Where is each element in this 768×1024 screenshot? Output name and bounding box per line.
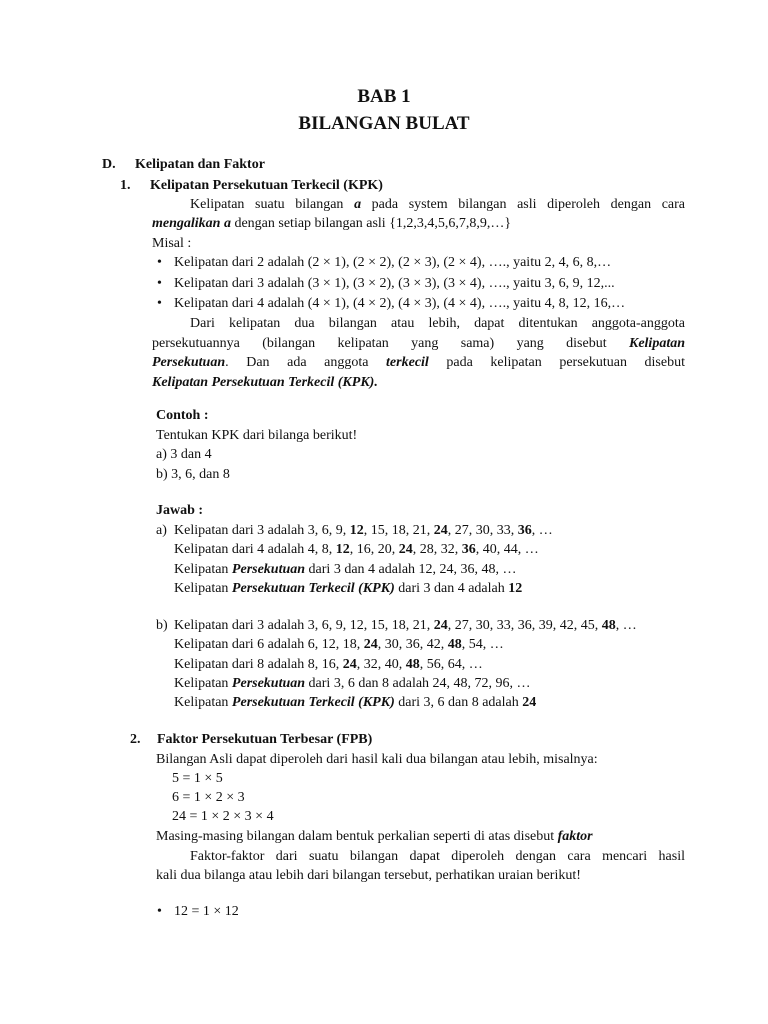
kpk-para-line-1: Dari kelipatan dua bilangan atau lebih, dapat ditentukan anggota-anggota [190,316,685,331]
kpk-para-line-4: Kelipatan Persekutuan Terkecil (KPK). [152,375,378,390]
kpk-intro-line-2: mengalikan a dengan setiap bilangan asli {1,2,3,4,5,6,7,8,9,…} [152,216,512,231]
misal-label: Misal : [152,236,192,251]
fpb-equation-3: 24 = 1 × 2 × 3 × 4 [172,809,274,824]
kpk-bullet-2: Kelipatan dari 3 adalah (3 × 1), (3 × 2), (3 × 3), (3 × 4), …., yaitu 3, 6, 9, 12,... [174,276,615,291]
chapter-title: BILANGAN BULAT [298,113,470,134]
section-title: Kelipatan dan Faktor [135,157,265,172]
answer-b-line-1: Kelipatan dari 3 adalah 3, 6, 9, 12, 15, 18, 21, 24, 27, 30, 33, 36, 39, 42, 45, 48, … [174,618,637,633]
fpb-heading: Faktor Persekutuan Terbesar (FPB) [157,732,373,747]
fpb-para-line-2: kali dua bilanga atau lebih dari bilangan tersebut, perhatikan uraian berikut! [156,868,581,883]
answer-a-line-2: Kelipatan dari 4 adalah 4, 8, 12, 16, 20, 24, 28, 32, 36, 40, 44, … [174,542,539,557]
jawab-label: Jawab : [156,503,204,518]
fpb-para-line-1: Faktor-faktor dari suatu bilangan dapat diperoleh dengan cara mencari hasil [190,849,685,864]
bullet-dot: • [157,276,162,291]
contoh-question: Tentukan KPK dari bilanga berikut! [156,428,358,443]
answer-a-line-3: Kelipatan Persekutuan dari 3 dan 4 adalah 12, 24, 36, 48, … [174,562,517,577]
answer-b-line-3: Kelipatan dari 8 adalah 8, 16, 24, 32, 40, 48, 56, 64, … [174,657,483,672]
answer-b-line-5: Kelipatan Persekutuan Terkecil (KPK) dari 3, 6 dan 8 adalah 24 [174,695,537,710]
contoh-item-b: b) 3, 6, dan 8 [156,467,230,482]
contoh-item-a: a) 3 dan 4 [156,447,212,462]
fpb-equation-2: 6 = 1 × 2 × 3 [172,790,245,805]
contoh-label: Contoh : [156,408,209,423]
fpb-number: 2. [130,732,141,747]
answer-a-line-1: Kelipatan dari 3 adalah 3, 6, 9, 12, 15, 18, 21, 24, 27, 30, 33, 36, … [174,523,553,538]
kpk-bullet-1: Kelipatan dari 2 adalah (2 × 1), (2 × 2), (2 × 3), (2 × 4), …., yaitu 2, 4, 6, 8,… [174,255,612,270]
answer-b-label: b) [156,618,168,633]
kpk-heading: Kelipatan Persekutuan Terkecil (KPK) [150,178,383,193]
kpk-para-line-3: Persekutuan. Dan ada anggota terkecil pada kelipatan persekutuan disebut [152,355,685,370]
kpk-para-line-2: persekutuannya (bilangan kelipatan yang sama) yang disebut Kelipatan [152,336,685,351]
fpb-equation-1: 5 = 1 × 5 [172,771,223,786]
kpk-number: 1. [120,178,131,193]
answer-a-line-4: Kelipatan Persekutuan Terkecil (KPK) dari 3 dan 4 adalah 12 [174,581,523,596]
fpb-intro: Bilangan Asli dapat diperoleh dari hasil kali dua bilangan atau lebih, misalnya: [156,752,598,767]
bullet-dot: • [157,255,162,270]
kpk-intro-line-1: Kelipatan suatu bilangan a pada system bilangan asli diperoleh dengan cara [190,197,685,212]
answer-b-line-4: Kelipatan Persekutuan dari 3, 6 dan 8 adalah 24, 48, 72, 96, … [174,676,531,691]
section-label: D. [102,157,116,172]
bullet-dot: • [157,904,162,919]
fpb-masing: Masing-masing bilangan dalam bentuk perkalian seperti di atas disebut faktor [156,829,593,844]
bullet-dot: • [157,296,162,311]
kpk-bullet-3: Kelipatan dari 4 adalah (4 × 1), (4 × 2), (4 × 3), (4 × 4), …., yaitu 4, 8, 12, 16,… [174,296,626,311]
chapter-number: BAB 1 [357,86,411,107]
answer-b-line-2: Kelipatan dari 6 adalah 6, 12, 18, 24, 30, 36, 42, 48, 54, … [174,637,504,652]
fpb-bullet-1: 12 = 1 × 12 [174,904,239,919]
answer-a-label: a) [156,523,167,538]
